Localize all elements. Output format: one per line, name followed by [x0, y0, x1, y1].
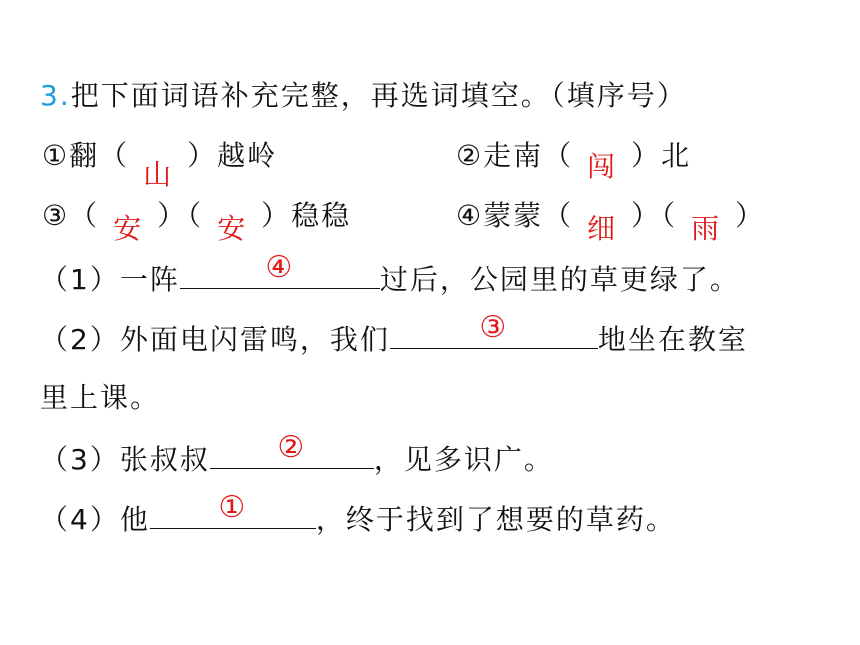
- idiom-number: ③: [42, 199, 70, 232]
- sentence-4: [40, 490, 676, 538]
- sentence-text: ，见多识广。: [373, 443, 554, 476]
- sentence-label: （1）: [40, 263, 120, 296]
- answer-blank: [150, 490, 316, 529]
- left-paren: （: [99, 139, 130, 172]
- sentence-2: [40, 310, 748, 358]
- question-title: [40, 78, 687, 114]
- question-number: 3.: [40, 79, 71, 112]
- idiom-number: ④: [456, 199, 484, 232]
- right-paren: ）: [261, 199, 292, 232]
- idiom-1: [42, 138, 278, 191]
- idiom-text: 蒙蒙: [483, 199, 544, 232]
- blank-answer: ③: [479, 310, 509, 345]
- idiom-number: ②: [456, 139, 484, 172]
- idiom-answer: 闯: [587, 150, 618, 183]
- sentence-3: [40, 430, 554, 478]
- right-paren: ）: [631, 139, 662, 172]
- answer-blank: [390, 310, 598, 349]
- idiom-answer: 细: [587, 212, 618, 245]
- idiom-answer: 雨: [691, 212, 722, 245]
- sentence-text: 他: [119, 503, 150, 536]
- idiom-2: [456, 138, 692, 183]
- blank-answer: ②: [277, 430, 307, 465]
- sentence-label: （3）: [40, 443, 120, 476]
- idiom-answer: 安: [113, 212, 144, 245]
- right-paren: ）: [187, 139, 218, 172]
- sentence-text: 一阵: [119, 263, 180, 296]
- sentence-text: 地坐在教室: [597, 323, 748, 356]
- right-paren: ）: [735, 199, 766, 232]
- sentence-1: [40, 250, 740, 298]
- blank-answer: ④: [265, 250, 295, 285]
- left-paren: （: [543, 139, 574, 172]
- left-paren: （: [187, 199, 204, 232]
- answer-blank: [210, 430, 374, 469]
- left-paren: （: [69, 199, 100, 232]
- blank-answer: ①: [218, 490, 248, 525]
- idiom-text: 北: [661, 139, 692, 172]
- sentence-2-continuation: [40, 380, 160, 416]
- idiom-answer: 山: [143, 158, 174, 191]
- sentence-label: （2）: [40, 323, 120, 356]
- idiom-text: 翻: [69, 139, 100, 172]
- sentence-text: 里上课。: [40, 381, 161, 414]
- idiom-3: [42, 198, 352, 245]
- idiom-4: [456, 198, 766, 245]
- idiom-text: 走南: [483, 139, 544, 172]
- sentence-text: 张叔叔: [119, 443, 210, 476]
- left-paren: （: [543, 199, 574, 232]
- idiom-text: 稳稳: [291, 199, 352, 232]
- sentence-text: 过后，公园里的草更绿了。: [379, 263, 740, 296]
- sentence-text: 外面电闪雷鸣，我们: [119, 323, 390, 356]
- sentence-text: ，终于找到了想要的草药。: [315, 503, 676, 536]
- right-paren: ）: [631, 199, 662, 232]
- idiom-answer: 安: [217, 212, 248, 245]
- idiom-number: ①: [42, 139, 70, 172]
- answer-blank: [180, 250, 380, 289]
- question-instruction: 把下面词语补充完整，再选词填空。（填序号）: [70, 79, 687, 112]
- left-paren: （: [661, 199, 678, 232]
- idiom-text: 越岭: [217, 139, 278, 172]
- sentence-label: （4）: [40, 503, 120, 536]
- right-paren: ）: [157, 199, 188, 232]
